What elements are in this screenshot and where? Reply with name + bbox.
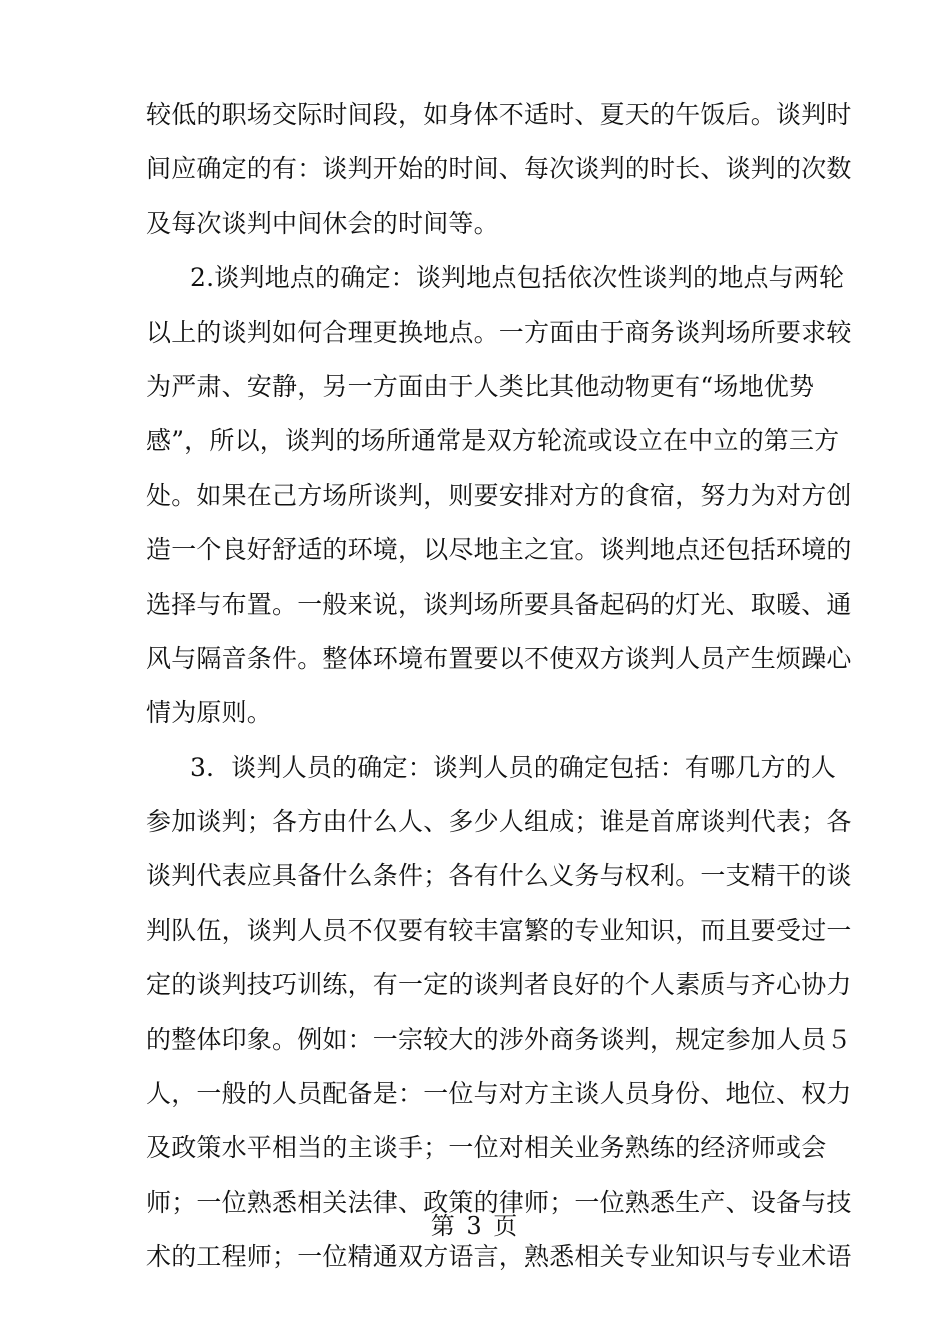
paragraph-line: 风与隔音条件。整体环境布置要以不使双方谈判人员产生烦躁心 xyxy=(146,643,852,673)
paragraph-line: 及每次谈判中间休会的时间等。 xyxy=(146,208,499,238)
paragraph-line: 判队伍，谈判人员不仅要有较丰富繁的专业知识，而且要受过一 xyxy=(146,915,852,945)
paragraph-line: 及政策水平相当的主谈手；一位对相关业务熟练的经济师或会 xyxy=(146,1133,827,1163)
paragraph-line: 的整体印象。例如：一宗较大的涉外商务谈判，规定参加人员５ xyxy=(146,1024,852,1054)
paragraph-line: 人，一般的人员配备是：一位与对方主谈人员身份、地位、权力 xyxy=(146,1079,852,1109)
paragraph-line: 以上的谈判如何合理更换地点。一方面由于商务谈判场所要求较 xyxy=(146,317,852,347)
paragraph-line: 处。如果在己方场所谈判，则要安排对方的食宿，努力为对方创 xyxy=(146,480,852,510)
paragraph-line: 谈判代表应具备什么条件；各有什么义务与权利。一支精干的谈 xyxy=(146,861,852,891)
paragraph-line: 较低的职场交际时间段，如身体不适时、夏天的午饭后。谈判时 xyxy=(146,100,852,129)
paragraph-line: 感”，所以，谈判的场所通常是双方轮流或设立在中立的第三方 xyxy=(146,426,840,456)
paragraph-line: 为严肃、安静，另一方面由于人类比其他动物更有“场地优势 xyxy=(146,371,815,401)
paragraph-line: 情为原则。 xyxy=(146,698,273,728)
body-text xyxy=(146,88,852,1285)
paragraph-line: 间应确定的有：谈判开始的时间、每次谈判的时长、谈判的次数 xyxy=(146,154,852,184)
paragraph-line: 术的工程师；一位精通双方语言，熟悉相关专业知识与专业术语 xyxy=(146,1242,852,1272)
paragraph-line: 造一个良好舒适的环境，以尽地主之宜。谈判地点还包括环境的 xyxy=(146,535,852,565)
paragraph-line: 选择与布置。一般来说，谈判场所要具备起码的灯光、取暖、通 xyxy=(146,589,852,619)
paragraph-line: 3．谈判人员的确定：谈判人员的确定包括：有哪几方的人 xyxy=(190,752,837,782)
page-number: 第 3 页 xyxy=(430,1212,520,1240)
paragraph-line: 定的谈判技巧训练，有一定的谈判者良好的个人素质与齐心协力 xyxy=(146,970,852,1000)
paragraph-line: 参加谈判；各方由什么人、多少人组成；谁是首席谈判代表；各 xyxy=(146,807,852,837)
paragraph-line: 2.谈判地点的确定：谈判地点包括依次性谈判的地点与两轮 xyxy=(190,263,845,293)
paragraph-line: 师；一位熟悉相关法律、政策的律师；一位熟悉生产、设备与技 xyxy=(146,1187,852,1217)
